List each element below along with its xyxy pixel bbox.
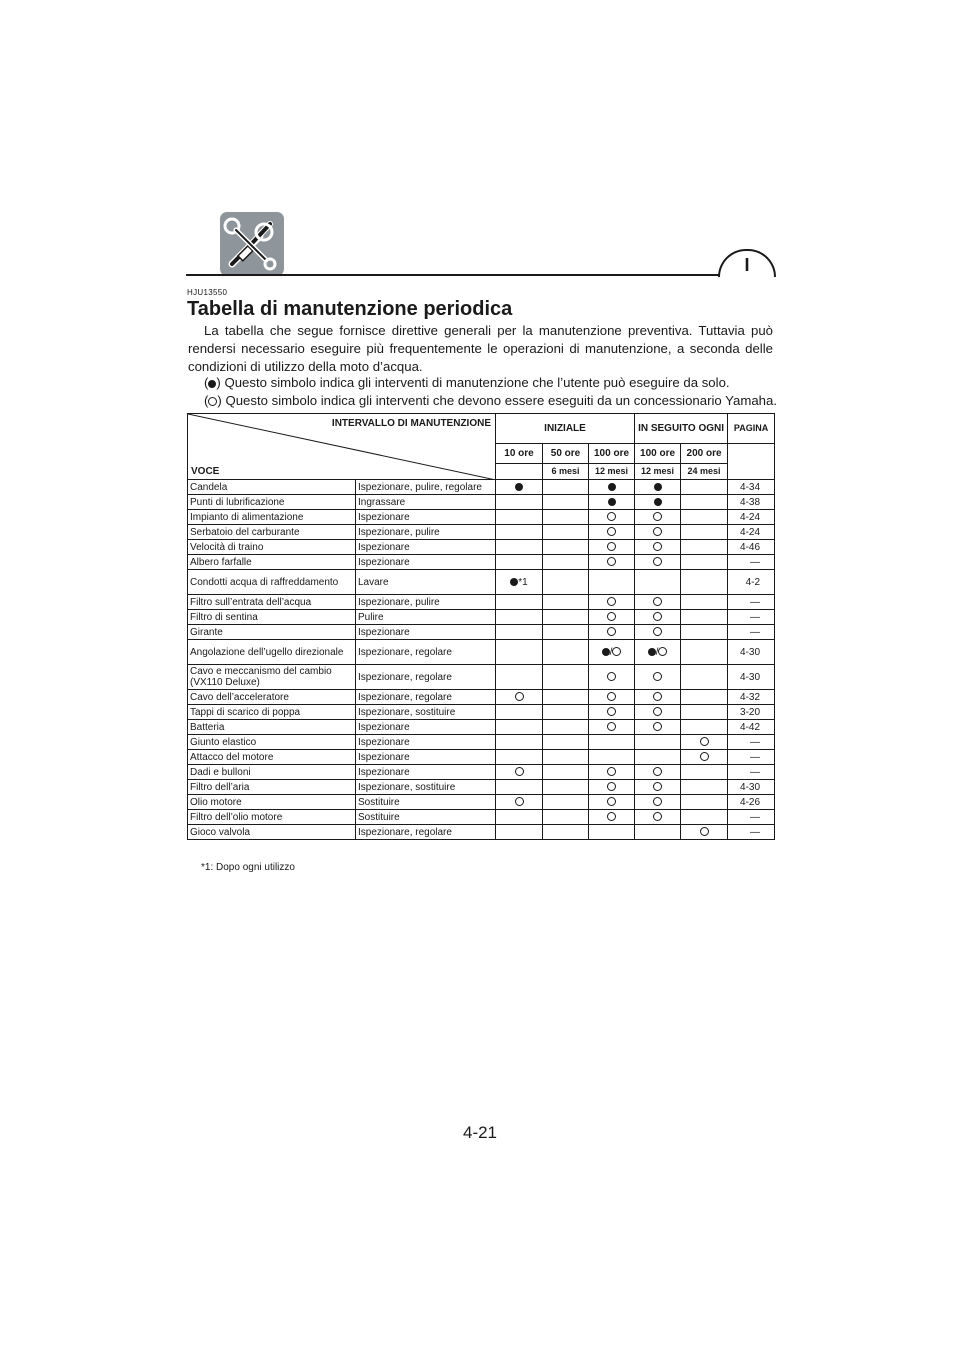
filled-circle-icon [654,483,662,491]
page-header-spacer [728,444,775,480]
interval-cell [635,825,681,840]
interval-cell [589,690,635,705]
interval-cell [496,690,543,705]
months-cell: 24 mesi [681,464,728,480]
interval-cell [543,555,589,570]
item-cell: Impianto di alimentazione [188,510,356,525]
interval-cell [589,625,635,640]
interval-cell [681,705,728,720]
table-row [188,690,775,705]
item-cell: Filtro dell’aria [188,780,356,795]
filled-circle-icon [654,498,662,506]
open-circle-icon [607,812,616,821]
filled-circle-icon [602,648,610,656]
table-row [188,665,775,690]
open-circle-icon [653,797,662,806]
interval-cell [496,625,543,640]
action-cell: Lavare [356,570,496,595]
interval-cell [496,735,543,750]
page-cell: 4-24 [728,510,775,525]
open-circle-icon [653,782,662,791]
interval-cell [589,825,635,840]
page-cell: 4-32 [728,690,775,705]
open-circle-icon [607,627,616,636]
interval-cell [681,750,728,765]
table-row [188,540,775,555]
interval-cell [635,555,681,570]
interval-cell [589,780,635,795]
interval-cell [635,510,681,525]
interval-cell [681,795,728,810]
header-rule [186,274,774,276]
legend-dealer: ( ) Questo simbolo indica gli interventi che devono essere eseguiti da un concessionario Yamaha. [204,393,777,408]
item-cell: Filtro di sentina [188,610,356,625]
page-cell: — [728,595,775,610]
interval-cell [589,750,635,765]
interval-cell [681,665,728,690]
interval-cell [496,665,543,690]
months-cell: 12 mesi [589,464,635,480]
interval-cell [543,720,589,735]
interval-cell: / [635,640,681,665]
interval-cell [635,480,681,495]
interval-cell [496,780,543,795]
interval-cell [589,810,635,825]
action-cell: Ispezionare [356,555,496,570]
table-row [188,480,775,495]
table-row [188,720,775,735]
open-circle-icon [653,542,662,551]
interval-cell [681,780,728,795]
page-cell: 4-26 [728,795,775,810]
filled-circle-icon [608,498,616,506]
open-circle-icon [653,722,662,731]
item-cell: Cavo e meccanismo del cambio (VX110 Deluxe) [188,665,356,690]
open-circle-icon [658,647,667,656]
open-circle-icon [607,557,616,566]
table-row [188,795,775,810]
legend-user-text: Questo simbolo indica gli interventi di manutenzione che l’utente può eseguire da solo. [224,375,730,390]
interval-cell [635,495,681,510]
interval-cell [543,610,589,625]
interval-cell [589,480,635,495]
language-badge: I [718,249,776,277]
header-page: PAGINA [728,414,775,444]
interval-cell [681,690,728,705]
interval-cell [681,480,728,495]
filled-circle-icon [208,380,216,388]
open-circle-icon [653,812,662,821]
table-header-row [188,414,775,444]
action-cell: Ispezionare [356,765,496,780]
interval-cell [681,735,728,750]
header-interval: INTERVALLO DI MANUTENZIONE [331,418,491,429]
open-circle-icon [607,612,616,621]
interval-cell [635,665,681,690]
open-circle-icon [607,797,616,806]
table-row [188,735,775,750]
interval-cell [496,640,543,665]
maintenance-table [187,413,775,840]
interval-cell [543,525,589,540]
interval-cell [589,495,635,510]
interval-cell [496,570,543,595]
interval-cell [681,765,728,780]
hours-cell: 10 ore [496,444,543,464]
interval-cell [635,810,681,825]
table-row [188,765,775,780]
table-row [188,525,775,540]
footnote-mark: *1 [518,576,528,588]
table-row [188,610,775,625]
action-cell: Ispezionare [356,540,496,555]
footnote: *1: Dopo ogni utilizzo [201,862,295,873]
open-circle-icon [515,797,524,806]
hours-cell: 50 ore [543,444,589,464]
table-row [188,810,775,825]
interval-cell [589,705,635,720]
open-circle-icon [700,752,709,761]
interval-cell [635,720,681,735]
interval-cell [543,810,589,825]
action-cell: Ispezionare, pulire [356,525,496,540]
interval-cell [635,795,681,810]
action-cell: Ispezionare [356,510,496,525]
action-cell: Ispezionare, regolare [356,825,496,840]
interval-cell [496,480,543,495]
interval-cell [635,570,681,595]
page-cell: 4-24 [728,525,775,540]
interval-cell [543,540,589,555]
item-cell: Tappi di scarico di poppa [188,705,356,720]
intro-paragraph: La tabella che segue fornisce direttive generali per la manutenzione preventiva. Tuttavia può rendersi necessario eseguire più frequentemente le operazioni di manutenzione, a seconda delle condizioni di utilizzo della moto d’acqua. [188,323,773,374]
action-cell: Ispezionare [356,750,496,765]
action-cell: Sostituire [356,810,496,825]
page-cell: 4-30 [728,780,775,795]
interval-cell [635,735,681,750]
interval-cell [681,610,728,625]
interval-cell [543,495,589,510]
interval-cell [496,750,543,765]
open-circle-icon [653,527,662,536]
interval-cell [496,540,543,555]
interval-cell [589,555,635,570]
open-circle-icon [653,707,662,716]
action-cell: Ispezionare, pulire [356,595,496,610]
open-circle-icon [607,512,616,521]
interval-cell [496,795,543,810]
page-cell: — [728,750,775,765]
table-row [188,495,775,510]
header-thereafter: IN SEGUITO OGNI [635,414,728,444]
interval-cell [589,610,635,625]
page-title: Tabella di manutenzione periodica [187,298,513,320]
interval-cell [681,720,728,735]
interval-cell [496,525,543,540]
interval-cell [589,720,635,735]
page-cell: — [728,610,775,625]
interval-cell [635,610,681,625]
page-cell: 4-46 [728,540,775,555]
action-cell: Ispezionare, pulire, regolare [356,480,496,495]
months-cell: 12 mesi [635,464,681,480]
hours-cell: 100 ore [635,444,681,464]
open-circle-icon [653,767,662,776]
table-row [188,595,775,610]
open-circle-icon [700,827,709,836]
open-circle-icon [208,397,217,406]
months-cell: 6 mesi [543,464,589,480]
open-circle-icon [653,672,662,681]
table-row [188,625,775,640]
page-cell: — [728,810,775,825]
interval-cell [496,825,543,840]
legend-dealer-text: Questo simbolo indica gli interventi che devono essere eseguiti da un concessionario Yamaha. [225,393,777,408]
interval-cell [543,570,589,595]
interval-cell [543,765,589,780]
item-cell: Candela [188,480,356,495]
page-cell: — [728,555,775,570]
interval-cell [496,720,543,735]
item-cell: Angolazione dell’ugello direzionale [188,640,356,665]
page-cell: 4-30 [728,665,775,690]
item-cell: Attacco del motore [188,750,356,765]
page-cell: 4-34 [728,480,775,495]
table-row [188,705,775,720]
page-cell: — [728,735,775,750]
item-cell: Cavo dell’acceleratore [188,690,356,705]
interval-cell [681,595,728,610]
interval-cell [681,810,728,825]
item-cell: Condotti acqua di raffreddamento [188,570,356,595]
open-circle-icon [653,627,662,636]
open-circle-icon [653,512,662,521]
section-code: HJU13550 [187,288,228,297]
interval-cell [496,495,543,510]
item-cell: Punti di lubrificazione [188,495,356,510]
page-cell: 4-30 [728,640,775,665]
filled-circle-icon [608,483,616,491]
item-cell: Velocità di traino [188,540,356,555]
interval-cell [589,795,635,810]
action-cell: Ispezionare [356,625,496,640]
open-circle-icon [653,597,662,606]
interval-cell [681,825,728,840]
open-circle-icon [607,707,616,716]
item-cell: Serbatoio del carburante [188,525,356,540]
filled-circle-icon [648,648,656,656]
legend-user: ( ) Questo simbolo indica gli interventi di manutenzione che l’utente può eseguire da solo. [204,375,730,390]
action-cell: Sostituire [356,795,496,810]
interval-cell [543,510,589,525]
interval-cell [543,735,589,750]
interval-cell [635,540,681,555]
interval-cell [681,525,728,540]
interval-cell [589,525,635,540]
interval-cell [496,765,543,780]
header-initial: INIZIALE [496,414,635,444]
page-cell: — [728,765,775,780]
action-cell: Ispezionare [356,720,496,735]
interval-cell: / [589,640,635,665]
page-cell: 4-42 [728,720,775,735]
item-cell: Gioco valvola [188,825,356,840]
open-circle-icon [607,767,616,776]
hours-cell: 200 ore [681,444,728,464]
item-cell: Albero farfalle [188,555,356,570]
interval-cell [589,765,635,780]
item-cell: Girante [188,625,356,640]
table-row [188,570,775,595]
header-diagonal-cell [188,414,496,480]
interval-cell [635,705,681,720]
interval-cell [635,780,681,795]
open-circle-icon [515,767,524,776]
interval-cell [543,780,589,795]
open-circle-icon [653,692,662,701]
interval-cell [681,495,728,510]
interval-cell [681,555,728,570]
interval-cell [543,625,589,640]
item-cell: Batteria [188,720,356,735]
page-cell: 4-38 [728,495,775,510]
wrench-screwdriver-icon [220,212,284,276]
table-row [188,555,775,570]
page-cell: 3-20 [728,705,775,720]
header-item: VOCE [191,466,220,477]
open-circle-icon [515,692,524,701]
interval-cell [681,510,728,525]
interval-cell [681,570,728,595]
interval-cell [496,705,543,720]
open-circle-icon [607,527,616,536]
open-circle-icon [607,722,616,731]
table-row [188,510,775,525]
action-cell: Ispezionare, regolare [356,640,496,665]
action-cell: Ispezionare, regolare [356,665,496,690]
interval-cell [589,665,635,690]
action-cell: Ingrassare [356,495,496,510]
filled-circle-icon [515,483,523,491]
item-cell: Dadi e bulloni [188,765,356,780]
interval-cell [496,810,543,825]
hours-cell: 100 ore [589,444,635,464]
open-circle-icon [653,557,662,566]
table-row [188,825,775,840]
interval-cell [635,625,681,640]
open-circle-icon [700,737,709,746]
item-cell: Olio motore [188,795,356,810]
interval-cell [635,765,681,780]
interval-cell [496,595,543,610]
interval-cell [543,750,589,765]
item-cell: Filtro sull’entrata dell’acqua [188,595,356,610]
interval-cell [635,690,681,705]
interval-cell [589,510,635,525]
interval-cell [496,555,543,570]
interval-cell [496,510,543,525]
table-row [188,780,775,795]
interval-cell [635,525,681,540]
open-circle-icon [607,692,616,701]
action-cell: Pulire [356,610,496,625]
interval-cell [681,625,728,640]
open-circle-icon [607,672,616,681]
interval-cell [543,690,589,705]
open-circle-icon [653,612,662,621]
page-cell: — [728,825,775,840]
item-cell: Filtro dell’olio motore [188,810,356,825]
interval-cell [589,735,635,750]
interval-cell [681,640,728,665]
open-circle-icon [607,542,616,551]
page-number: 4-21 [462,1123,498,1142]
interval-cell [635,750,681,765]
action-cell: Ispezionare, regolare [356,690,496,705]
interval-cell [543,825,589,840]
action-cell: Ispezionare, sostituire [356,780,496,795]
interval-cell [543,705,589,720]
interval-cell [589,570,635,595]
interval-cell [543,595,589,610]
interval-cell [635,595,681,610]
interval-cell [543,665,589,690]
open-circle-icon [612,647,621,656]
page-cell: 4-2 [728,570,775,595]
open-circle-icon [607,782,616,791]
table-row [188,640,775,665]
page-cell: — [728,625,775,640]
open-circle-icon [607,597,616,606]
item-cell: Giunto elastico [188,735,356,750]
interval-cell [589,595,635,610]
interval-cell [589,540,635,555]
months-cell-empty [496,464,543,480]
table-row [188,750,775,765]
interval-cell [496,610,543,625]
interval-cell [543,640,589,665]
action-cell: Ispezionare, sostituire [356,705,496,720]
action-cell: Ispezionare [356,735,496,750]
interval-cell [681,540,728,555]
interval-cell [543,795,589,810]
interval-cell [543,480,589,495]
